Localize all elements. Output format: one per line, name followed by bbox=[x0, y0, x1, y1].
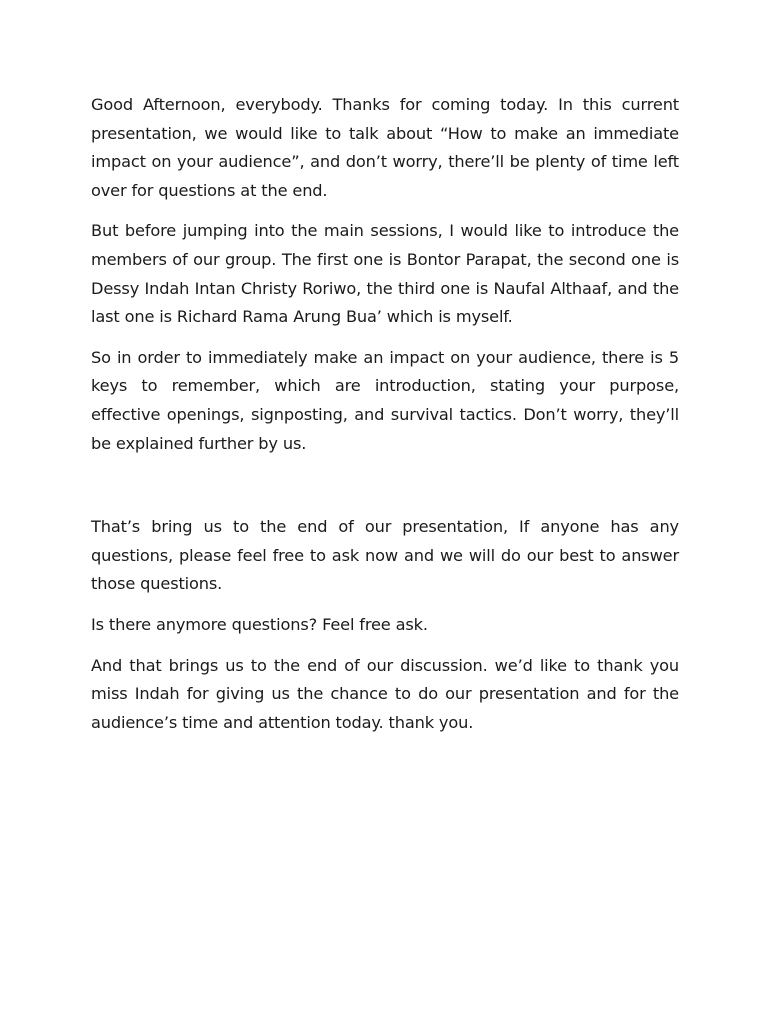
paragraph-group-members: But before jumping into the main sessions, I would like to introduce the members of our group. The first one is Bontor Parapat, the second one is Dessy Indah Intan Christy Roriwo, the third one is Naufal Althaaf, and the last one is Richard Rama Arung Bua’ which is myself. bbox=[91, 221, 679, 327]
paragraph-five-keys: So in order to immediately make an impact on your audience, there is 5 keys to remember, which are introduction, stating your purpose, effective openings, signposting, and survival tactics. Don’t worry, they’ll be explained further by us. bbox=[91, 347, 679, 453]
document-body bbox=[91, 91, 679, 749]
paragraph-thank-you: And that brings us to the end of our discussion. we’d like to thank you miss Indah for giving us the chance to do our presentation and for the audience’s time and attention today. thank you. bbox=[91, 655, 679, 732]
paragraph-greeting: Good Afternoon, everybody. Thanks for coming today. In this current presentation, we would like to talk about “How to make an immediate impact on your audience”, and don’t worry, there’ll be plenty of time left over for questions at the end. bbox=[91, 95, 679, 200]
paragraph-any-more-questions: Is there anymore questions? Feel free ask. bbox=[91, 614, 428, 634]
paragraph-closing-questions: That’s bring us to the end of our presentation, If anyone has any questions, please feel free to ask now and we will do our best to answer those questions. bbox=[91, 517, 679, 594]
